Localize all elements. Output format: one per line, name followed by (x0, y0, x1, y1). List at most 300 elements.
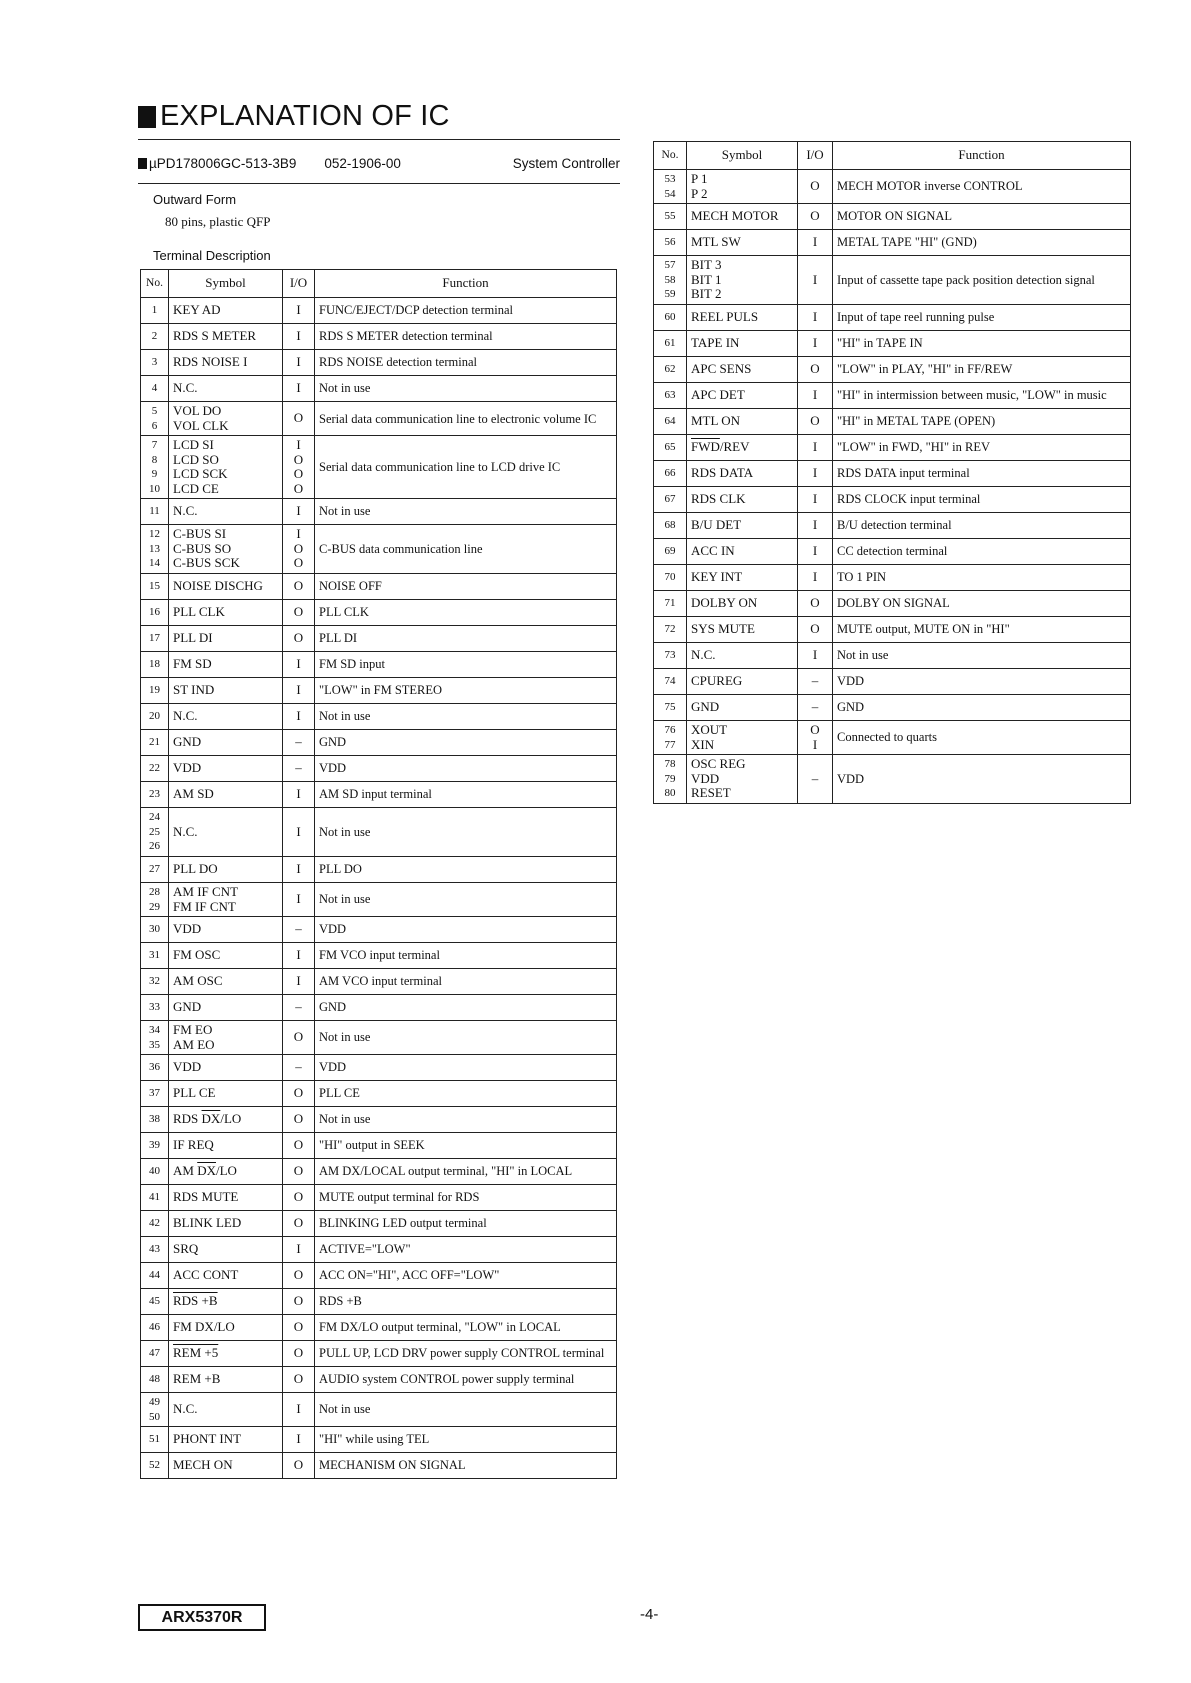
pin-number-line: 41 (149, 1191, 160, 1204)
pin-symbol (169, 298, 283, 324)
pin-symbol (169, 730, 283, 756)
pin-number (654, 643, 687, 669)
pin-number (141, 1081, 169, 1107)
pin-function: "HI" in METAL TAPE (OPEN) (833, 409, 1131, 435)
pin-io (798, 669, 833, 695)
pin-symbol (687, 643, 798, 669)
pin-io (283, 1159, 315, 1185)
pin-function: ACC ON="HI", ACC OFF="LOW" (315, 1263, 617, 1289)
col-symbol: Symbol (169, 270, 283, 298)
pin-function: VDD (833, 669, 1131, 695)
pin-function: GND (315, 730, 617, 756)
pin-io (798, 643, 833, 669)
pin-symbol-line: BLINK LED (173, 1215, 242, 1231)
pin-symbol (169, 969, 283, 995)
pin-number (654, 617, 687, 643)
pin-number (654, 539, 687, 565)
pin-number (654, 204, 687, 230)
pin-number (654, 565, 687, 591)
pin-symbol-line: FM OSC (173, 947, 221, 963)
table-row (141, 1263, 617, 1289)
pin-number (141, 652, 169, 678)
pin-io (283, 969, 315, 995)
pin-io-line: I (296, 823, 301, 839)
pin-number-line: 44 (149, 1269, 160, 1282)
pin-function: RDS +B (315, 1289, 617, 1315)
pin-symbol-line: TAPE IN (691, 335, 740, 351)
pin-io-line: O (293, 604, 304, 620)
pin-function: PULL UP, LCD DRV power supply CONTROL terminal (315, 1341, 617, 1367)
pin-symbol-line: N.C. (173, 1401, 198, 1417)
table-row (141, 1367, 617, 1393)
pin-function: MUTE output, MUTE ON in "HI" (833, 617, 1131, 643)
pin-symbol-line: KEY INT (691, 569, 743, 585)
col-function: Function (833, 142, 1131, 170)
pin-io (283, 857, 315, 883)
pin-symbol-line: PLL DI (173, 630, 213, 646)
pin-function: Not in use (315, 704, 617, 730)
pin-number-line: 4 (151, 382, 158, 395)
pin-function: AM DX/LOCAL output terminal, "HI" in LOCAL (315, 1159, 617, 1185)
pin-io-line: I (812, 387, 818, 403)
pin-symbol (169, 943, 283, 969)
table-row (654, 256, 1131, 305)
pin-symbol-line: FM SD (173, 656, 212, 672)
pin-number-line: 26 (149, 840, 160, 853)
pin-symbol (169, 1107, 283, 1133)
pin-symbol (169, 995, 283, 1021)
pin-symbol (169, 1427, 283, 1453)
pin-io (283, 883, 315, 917)
pin-number-line: 34 (149, 1024, 160, 1036)
col-io: I/O (798, 142, 833, 170)
pin-io-line: I (812, 543, 818, 559)
table-row (654, 383, 1131, 409)
pin-number (141, 730, 169, 756)
pin-symbol (169, 1133, 283, 1159)
pin-symbol (169, 499, 283, 525)
title-bullet (138, 106, 156, 128)
pin-io-line: O (810, 722, 820, 737)
col-no: No. (141, 270, 169, 298)
pin-function: VDD (315, 917, 617, 943)
pin-number (141, 600, 169, 626)
pin-symbol-line: VDD (173, 1059, 202, 1075)
pin-symbol-line: $\overline{FWD}$/REV (691, 439, 750, 455)
pin-number-line: 62 (664, 363, 676, 376)
pin-number-line: 56 (664, 236, 676, 249)
pin-function: FM VCO input terminal (315, 943, 617, 969)
table-row (141, 1341, 617, 1367)
pin-io-line: I (296, 947, 301, 963)
pin-number (141, 626, 169, 652)
pin-io-line: O (293, 1319, 304, 1335)
pin-function: FM SD input (315, 652, 617, 678)
pin-symbol (169, 756, 283, 782)
pin-symbol (687, 331, 798, 357)
pin-number (141, 436, 169, 499)
pin-io (798, 383, 833, 409)
pin-number (654, 721, 687, 755)
table-row (654, 204, 1131, 230)
pin-function: "LOW" in FWD, "HI" in REV (833, 435, 1131, 461)
pin-function: MECH MOTOR inverse CONTROL (833, 170, 1131, 204)
pin-io (283, 782, 315, 808)
pin-io-line: I (812, 491, 818, 507)
pin-number (141, 756, 169, 782)
pin-symbol (687, 695, 798, 721)
pin-io-line: I (812, 439, 818, 455)
pin-symbol (169, 1263, 283, 1289)
pin-number-line: 68 (664, 519, 676, 532)
pin-io (798, 357, 833, 383)
pin-symbol (169, 1341, 283, 1367)
pin-io-line: I (296, 328, 301, 344)
pin-symbol (687, 435, 798, 461)
pin-symbol (169, 1289, 283, 1315)
pin-io (283, 995, 315, 1021)
table-row (654, 487, 1131, 513)
pin-symbol (169, 1185, 283, 1211)
pin-number-line: 8 (151, 453, 158, 466)
pin-symbol-line: FM DX/LO (173, 1319, 235, 1335)
pin-number-line: 37 (149, 1087, 160, 1100)
pin-function: "LOW" in FM STEREO (315, 678, 617, 704)
pin-io-line: I (296, 861, 301, 877)
table-row (654, 305, 1131, 331)
pin-symbol-line: AM SD (173, 786, 214, 802)
outward-form-value: 80 pins, plastic QFP (165, 214, 271, 229)
pin-symbol (687, 357, 798, 383)
pin-io-line: O (810, 208, 820, 224)
pin-function: Not in use (315, 1107, 617, 1133)
pin-number (141, 1263, 169, 1289)
pin-symbol (169, 782, 283, 808)
pin-number-line: 40 (149, 1165, 160, 1178)
pin-number-line: 12 (149, 528, 160, 541)
pin-function: CC detection terminal (833, 539, 1131, 565)
pin-symbol-line: FM IF CNT (173, 898, 236, 914)
pin-symbol (169, 574, 283, 600)
pin-number (141, 324, 169, 350)
pin-symbol-line: P 2 (691, 185, 708, 201)
pin-number-line: 52 (149, 1459, 160, 1472)
pin-number-line: 42 (149, 1217, 160, 1230)
pin-io-line: O (293, 1111, 304, 1127)
pin-symbol (687, 565, 798, 591)
pin-function: PLL DI (315, 626, 617, 652)
pin-symbol-line: LCD SCK (173, 466, 228, 481)
pin-io-line: O (293, 578, 304, 594)
pin-io (283, 756, 315, 782)
pin-number (654, 695, 687, 721)
pin-table-left (140, 269, 617, 1479)
pin-io-line: I (812, 736, 818, 752)
pin-io-line: – (295, 921, 302, 937)
pin-function: Input of cassette tape pack position detection signal (833, 256, 1131, 305)
pin-number (141, 1341, 169, 1367)
pin-symbol-line: RDS MUTE (173, 1189, 239, 1205)
page-number: -4- (640, 1606, 659, 1623)
pin-io-line: I (296, 973, 301, 989)
pin-symbol-line: APC SENS (691, 361, 752, 377)
table-row (141, 730, 617, 756)
pin-number-line: 55 (664, 210, 676, 223)
pin-number (141, 808, 169, 857)
pin-symbol-line: RDS DATA (691, 465, 754, 481)
model-label: ARX5370R (138, 1604, 266, 1631)
pin-io (283, 1211, 315, 1237)
table-row (141, 350, 617, 376)
pin-number-line: 66 (664, 467, 676, 480)
table-row (654, 721, 1131, 755)
pin-io-line: O (293, 555, 304, 571)
pin-function: "HI" in intermission between music, "LOW" in music (833, 383, 1131, 409)
pin-io (283, 704, 315, 730)
pin-io-line: O (293, 1457, 304, 1473)
pin-symbol-line: REM +B (173, 1371, 221, 1387)
pin-number (141, 969, 169, 995)
pin-function: VDD (315, 756, 617, 782)
pin-number-line: 50 (149, 1410, 160, 1423)
pin-number-line: 7 (151, 439, 158, 451)
pin-number-line: 71 (664, 597, 676, 610)
pin-number (141, 1393, 169, 1427)
pin-number (141, 1107, 169, 1133)
pin-io-line: I (812, 517, 818, 533)
table-row (654, 357, 1131, 383)
pin-symbol (169, 525, 283, 574)
pin-number-line: 3 (151, 356, 158, 369)
pin-function: MECHANISM ON SIGNAL (315, 1453, 617, 1479)
pin-function: Not in use (315, 1393, 617, 1427)
pin-number-line: 17 (149, 632, 160, 645)
pin-number-line: 73 (664, 649, 676, 662)
pin-symbol-line: VOL DO (173, 403, 222, 418)
pin-symbol (687, 755, 798, 804)
pin-symbol (169, 626, 283, 652)
pin-function: Not in use (833, 643, 1131, 669)
pin-symbol-line: LCD SI (173, 437, 214, 452)
pin-io (798, 617, 833, 643)
pin-io (283, 1453, 315, 1479)
pin-number-line: 45 (149, 1295, 160, 1308)
pin-number (141, 1159, 169, 1185)
pin-io (283, 808, 315, 857)
pin-number (654, 487, 687, 513)
pin-io (798, 487, 833, 513)
ic-header-line (138, 156, 620, 171)
pin-function: Not in use (315, 499, 617, 525)
table-row (654, 591, 1131, 617)
table-row (141, 1159, 617, 1185)
pin-io-line: I (296, 786, 301, 802)
pin-number-line: 80 (664, 787, 676, 800)
table-row (654, 331, 1131, 357)
pin-io (798, 331, 833, 357)
pin-function: Not in use (315, 1021, 617, 1055)
pin-symbol (169, 436, 283, 499)
table-row (141, 969, 617, 995)
table-header-row (141, 270, 617, 298)
pin-number-line: 49 (149, 1396, 160, 1408)
pin-function: Connected to quarts (833, 721, 1131, 755)
pin-io (283, 324, 315, 350)
pin-symbol-line: XIN (691, 736, 715, 752)
pin-io (798, 230, 833, 256)
pin-function: GND (315, 995, 617, 1021)
pin-symbol-line: IF REQ (173, 1137, 214, 1153)
pin-number (141, 917, 169, 943)
pin-number-line: 69 (664, 545, 676, 558)
ic-role: System Controller (512, 156, 620, 171)
table-row (141, 1289, 617, 1315)
pin-io (283, 1185, 315, 1211)
pin-symbol-line: RDS NOISE I (173, 354, 248, 370)
pin-symbol (687, 487, 798, 513)
pin-symbol-line: N.C. (173, 708, 198, 724)
pin-io-line: O (293, 1267, 304, 1283)
pin-number-line: 61 (664, 337, 676, 350)
pin-io-line: O (293, 630, 304, 646)
pin-symbol-line: AM EO (173, 1036, 215, 1052)
pin-number (654, 409, 687, 435)
pin-symbol-line: N.C. (173, 380, 198, 396)
pin-io (283, 499, 315, 525)
pin-number (654, 256, 687, 305)
pin-io-line: I (296, 1241, 301, 1257)
pin-io (283, 678, 315, 704)
pin-number (141, 350, 169, 376)
pin-io (798, 591, 833, 617)
pin-function: "HI" while using TEL (315, 1427, 617, 1453)
pin-io-line: O (293, 1137, 304, 1153)
pin-symbol-line: BIT 3 (691, 257, 722, 273)
pin-io-line: O (810, 361, 820, 377)
pin-number-line: 59 (664, 288, 676, 301)
table-row (141, 1081, 617, 1107)
pin-symbol-line: AM IF CNT (173, 884, 239, 899)
ic-part-number: 052-1906-00 (324, 156, 401, 171)
pin-number (654, 170, 687, 204)
pin-number (141, 1055, 169, 1081)
pin-number-line: 33 (149, 1001, 160, 1014)
pin-symbol (169, 1055, 283, 1081)
pin-number-line: 57 (664, 259, 676, 272)
pin-io-line: I (296, 682, 301, 698)
pin-symbol-line: ST IND (173, 682, 215, 698)
pin-symbol-line: REEL PULS (691, 309, 759, 325)
pin-number (141, 995, 169, 1021)
pin-number (141, 1133, 169, 1159)
pin-symbol (687, 409, 798, 435)
table-row (141, 1021, 617, 1055)
pin-number-line: 11 (149, 505, 160, 518)
pin-function: Not in use (315, 883, 617, 917)
pin-io (283, 298, 315, 324)
pin-number-line: 27 (149, 863, 160, 876)
ic-bullet (138, 158, 147, 169)
pin-io (283, 943, 315, 969)
pin-symbol-line: MECH MOTOR (691, 208, 779, 224)
pin-function: AM VCO input terminal (315, 969, 617, 995)
pin-symbol-line: VDD (173, 760, 202, 776)
pin-number-line: 14 (149, 557, 160, 570)
pin-symbol (687, 513, 798, 539)
pin-io-line: O (810, 178, 820, 194)
pin-symbol (687, 256, 798, 305)
pin-symbol (169, 1367, 283, 1393)
pin-symbol-line: LCD CE (173, 480, 219, 496)
table-row (654, 755, 1131, 804)
pin-function: TO 1 PIN (833, 565, 1131, 591)
pin-io (798, 256, 833, 305)
table-row (654, 170, 1131, 204)
table-row (141, 678, 617, 704)
pin-symbol (169, 600, 283, 626)
pin-function: B/U detection terminal (833, 513, 1131, 539)
pin-symbol-line: VOL CLK (173, 417, 229, 433)
pin-symbol (169, 1453, 283, 1479)
pin-symbol-line: RESET (691, 785, 731, 801)
pin-symbol (169, 652, 283, 678)
pin-io (283, 436, 315, 499)
pin-number-line: 65 (664, 441, 676, 454)
pin-symbol-line: VDD (691, 770, 720, 786)
pin-io-line: O (293, 1215, 304, 1231)
pin-number-line: 43 (149, 1243, 160, 1256)
pin-number-line: 22 (149, 762, 160, 775)
pin-table-right (653, 141, 1131, 804)
pin-symbol-line: MTL ON (691, 413, 740, 429)
pin-number-line: 20 (149, 710, 160, 723)
table-row (141, 525, 617, 574)
pin-number (141, 1289, 169, 1315)
pin-number (654, 591, 687, 617)
pin-number-line: 46 (149, 1321, 160, 1334)
table-row (141, 574, 617, 600)
pin-symbol-line: SRQ (173, 1241, 199, 1257)
pin-symbol-line: CPUREG (691, 673, 743, 689)
pin-symbol-line: RDS +B (173, 1293, 218, 1309)
table-row (654, 513, 1131, 539)
pin-symbol-line: N.C. (691, 647, 716, 663)
pin-number-line: 21 (149, 736, 160, 749)
pin-symbol (169, 883, 283, 917)
pin-io (798, 204, 833, 230)
pin-symbol-line: N.C. (173, 823, 198, 839)
pin-function: "HI" in TAPE IN (833, 331, 1131, 357)
pin-function: RDS S METER detection terminal (315, 324, 617, 350)
pin-io-line: – (811, 770, 819, 786)
pin-symbol (169, 1315, 283, 1341)
pin-io (798, 435, 833, 461)
col-io: I/O (283, 270, 315, 298)
pin-symbol-line: NOISE DISCHG (173, 578, 263, 594)
pin-io (283, 1289, 315, 1315)
pin-io-line: – (295, 760, 302, 776)
pin-symbol-line: SYS MUTE (691, 621, 755, 637)
pin-symbol-line: GND (173, 734, 202, 750)
pin-io (798, 170, 833, 204)
pin-number (141, 1367, 169, 1393)
pin-number (654, 230, 687, 256)
pin-io (283, 525, 315, 574)
pin-io (283, 1263, 315, 1289)
pin-symbol (687, 461, 798, 487)
pin-number (654, 755, 687, 804)
pin-symbol-line: ACC CONT (173, 1267, 239, 1283)
